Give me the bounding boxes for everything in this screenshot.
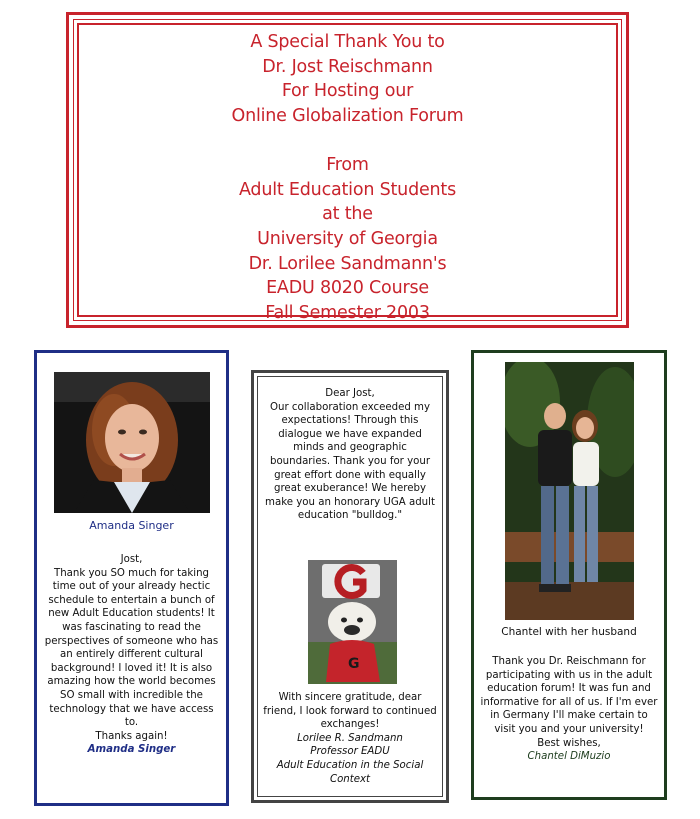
banner-line-6: Adult Education Students <box>238 179 457 200</box>
sandmann-signature-title: Professor EADU <box>310 746 390 758</box>
sandmann-body: Our collaboration exceeded my expectations! Through this dialogue we have expanded minds and geographic boundaries. Thank you for your great effort done with equally great exuberance! We hereby make you an honorary UGA adult education "bulldog." <box>265 401 435 522</box>
banner-line-4: Online Globalization Forum <box>231 106 464 127</box>
amanda-closing: Thanks again! <box>95 730 168 742</box>
sandmann-greeting: Dear Jost, <box>325 388 375 399</box>
banner-inner-border <box>73 19 622 324</box>
amanda-body: Thank you SO much for taking time out of your already hectic schedule to entertain a bunch of new Adult Education students! It was fascinating to read the perspectives of someone who has an entirely different cultural background! I loved it! It is also amazing how the world becomes SO small with incredible the technology that we have access to. <box>44 567 219 729</box>
banner-line-7: at the <box>322 204 373 225</box>
banner-content <box>77 23 618 324</box>
banner-line-9: Dr. Lorilee Sandmann's <box>248 253 447 274</box>
sandmann-signature-dept: Adult Education in the Social Context <box>276 759 424 785</box>
sandmann-message <box>263 387 437 523</box>
bulldog-photo <box>308 560 397 684</box>
couple-photo <box>505 362 634 620</box>
banner-line-8: University of Georgia <box>257 228 438 249</box>
svg-text:G: G <box>348 656 360 672</box>
amanda-card <box>34 350 229 806</box>
amanda-message <box>43 553 220 757</box>
chantel-body: Thank you Dr. Reischmann for participating with us in the adult education forum! It was fun and informative for all of us. If I'm ever in Germany I'll make certain to visit you and your university! <box>480 656 658 735</box>
sandmann-closing: With sincere gratitude, dear friend, I look forward to continued exchanges! <box>263 692 437 731</box>
thank-you-banner <box>66 12 629 328</box>
amanda-greeting: Jost, <box>120 554 143 565</box>
chantel-signature: Chantel DiMuzio <box>527 751 611 763</box>
chantel-caption: Chantel with her husband <box>501 626 637 638</box>
banner-line-2: Dr. Jost Reischmann <box>262 56 433 77</box>
chantel-card <box>471 350 667 800</box>
chantel-closing: Best wishes, <box>537 737 601 749</box>
banner-text <box>79 30 616 326</box>
sandmann-signature-name: Lorilee R. Sandmann <box>297 732 403 744</box>
banner-line-1: A Special Thank You to <box>250 32 445 52</box>
amanda-photo <box>54 372 210 513</box>
amanda-signature: Amanda Singer <box>87 744 176 756</box>
banner-line-11: Fall Semester 2003 <box>265 303 430 324</box>
banner-line-3: For Hosting our <box>281 81 414 102</box>
sandmann-card <box>251 370 449 803</box>
chantel-message <box>480 655 658 764</box>
banner-line-10: EADU 8020 Course <box>266 278 429 299</box>
sandmann-closing-block <box>263 691 437 786</box>
amanda-caption: Amanda Singer <box>89 519 174 532</box>
banner-line-5: From <box>326 154 369 175</box>
